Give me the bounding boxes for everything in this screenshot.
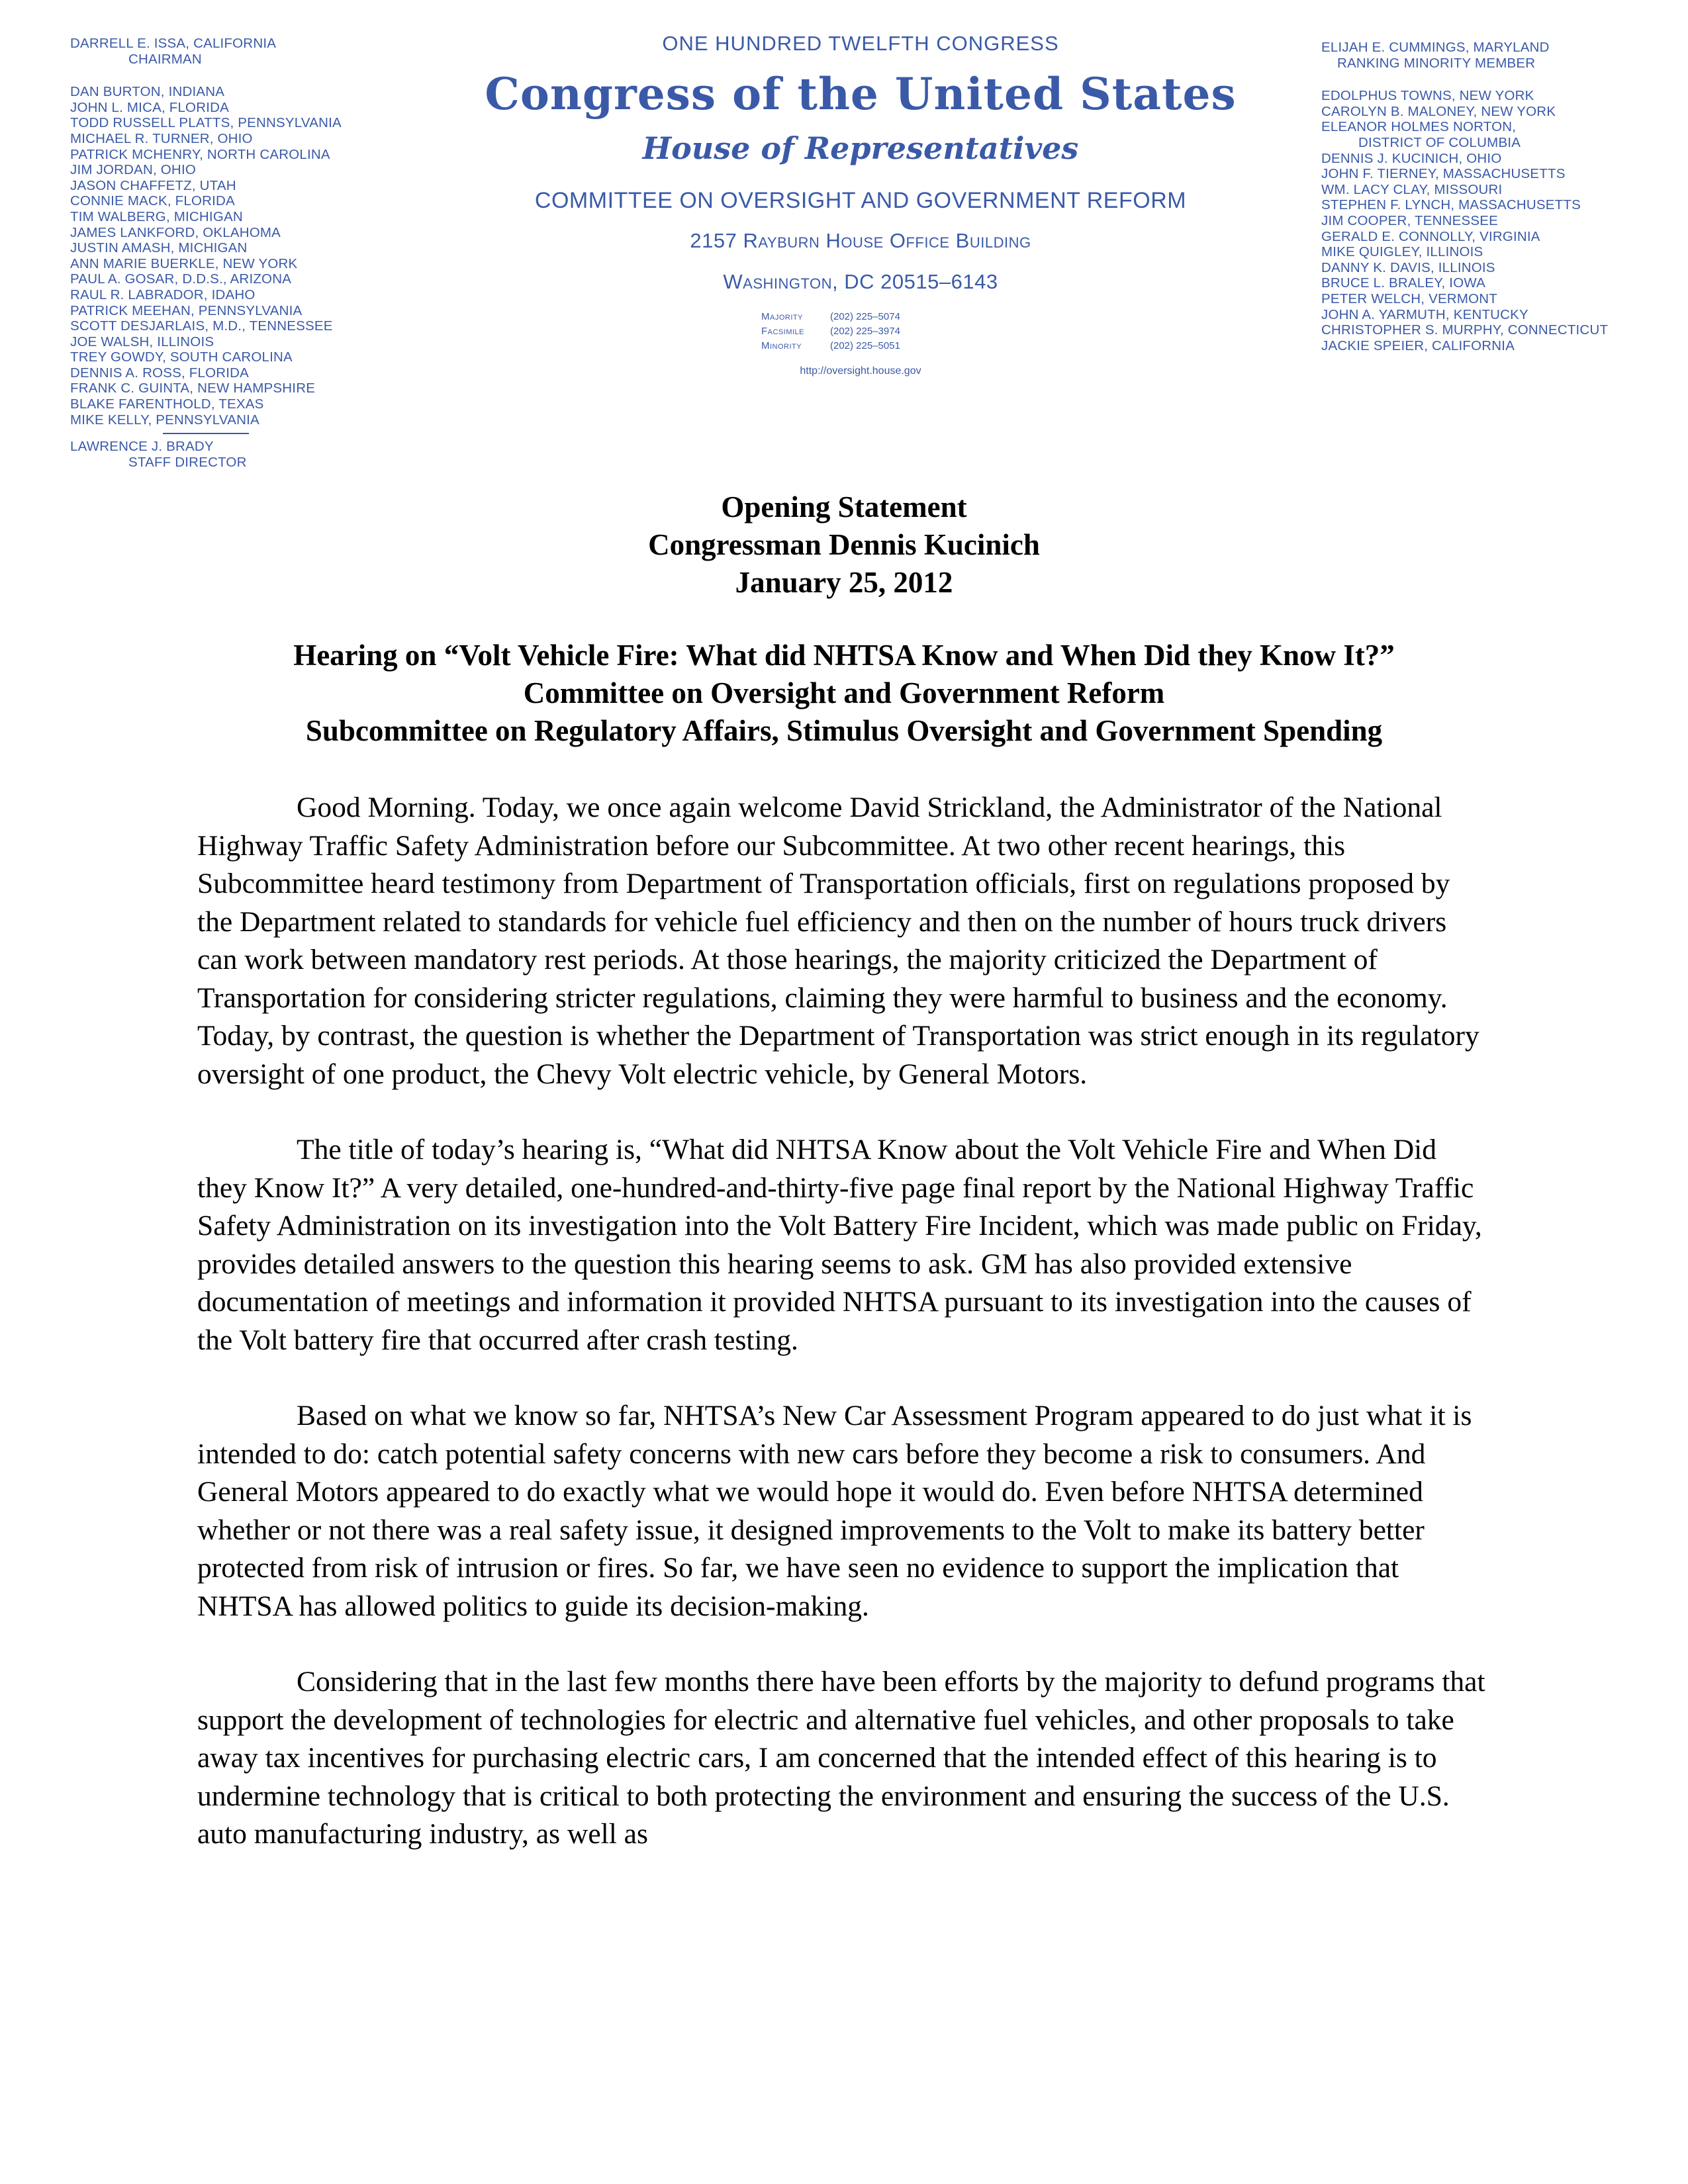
contact-row [761,324,960,339]
member-name: CHRISTOPHER S. MURPHY, CONNECTICUT [1321,322,1609,338]
contact-number: (202) 225–5074 [830,311,900,322]
hearing-heading [0,637,1688,750]
member-name: JIM COOPER, TENNESSEE [1321,212,1498,228]
member-name: JOE WALSH, ILLINOIS [70,334,214,349]
member-name: DENNIS A. ROSS, FLORIDA [70,365,250,381]
chairman-title: CHAIRMAN [128,51,202,67]
congress-title: Congress of the United States [485,68,1237,120]
member-name: EDOLPHUS TOWNS, NEW YORK [1321,88,1534,104]
website-link[interactable]: http://oversight.house.gov [800,365,921,377]
member-name: BLAKE FARENTHOLD, TEXAS [70,396,264,412]
hearing-title: Hearing on “Volt Vehicle Fire: What did NHTSA Know and When Did they Know It?” [293,639,1395,672]
member-name: TREY GOWDY, SOUTH CAROLINA [70,349,293,365]
member-name: DENNIS J. KUCINICH, OHIO [1321,150,1502,166]
statement-date: January 25, 2012 [735,566,953,599]
committee-name: COMMITTEE ON OVERSIGHT AND GOVERNMENT REFORM [534,188,1187,213]
statement-body [197,789,1488,1891]
member-name: WM. LACY CLAY, MISSOURI [1321,181,1503,197]
divider [163,433,249,434]
member-name: PETER WELCH, VERMONT [1321,291,1497,306]
member-name: TIM WALBERG, MICHIGAN [70,208,243,224]
member-name: SCOTT DESJARLAIS, M.D., TENNESSEE [70,318,333,334]
contact-label: Facsimile [761,326,805,337]
staff-director-title: STAFF DIRECTOR [128,454,247,470]
statement-heading [0,488,1688,602]
contact-row [761,339,960,353]
member-name: MICHAEL R. TURNER, OHIO [70,130,253,146]
body-paragraph: Considering that in the last few months there have been efforts by the majority to defund programs that support the development of technologies for electric and alternative fuel vehicles, and other proposals to take away tax incentives for purchasing electric cars, I am concerned that the intended effect of this hearing is to undermine technology that is critical to both protecting the environment and ensuring the success of the U.S. auto manufacturing industry, as well as [197,1666,1485,1850]
committee-city: Washington, DC 20515–6143 [723,270,998,293]
body-paragraph: Good Morning. Today, we once again welcome David Strickland, the Administrator of the National Highway Traffic Safety Administration before our Subcommittee. At two other recent hearings, this Subcommittee heard testimony from Department of Transportation officials, first on regulations proposed by the Department related to standards for vehicle fuel efficiency and then on the number of hours truck drivers can work between mandatory rest periods. At those hearings, the majority criticized the Department of Transportation for considering stricter regulations, claiming they were harmful to business and the economy. Today, by contrast, the question is whether the Department of Transportation was strict enough in its regulatory oversight of one product, the Chevy Volt electric vehicle, by General Motors. [197,792,1479,1090]
member-name: JUSTIN AMASH, MICHIGAN [70,240,248,256]
committee-address: 2157 Rayburn House Office Building [690,229,1031,252]
body-paragraph: Based on what we know so far, NHTSA’s New Car Assessment Program appeared to do just what it is intended to do: catch potential safety concerns with new cars before they become a risk to consumers. And General Motors appeared to do exactly what we would hope it would do. Even before NHTSA determined whether or not there was a real safety issue, it designed improvements to the Volt to make its battery better protected from risk of intrusion or fires. So far, we have seen no evidence to support the implication that NHTSA has allowed politics to guide its decision-making. [197,1400,1472,1622]
contact-label: Minority [761,340,802,351]
member-name: MIKE QUIGLEY, ILLINOIS [1321,244,1483,260]
member-name: FRANK C. GUINTA, NEW HAMPSHIRE [70,381,316,396]
staff-director-name: LAWRENCE J. BRADY [70,439,214,455]
minority-roster [1321,40,1608,353]
member-name: TODD RUSSELL PLATTS, PENNSYLVANIA [70,115,342,131]
member-name: MIKE KELLY, PENNSYLVANIA [70,412,259,428]
member-name: JOHN L. MICA, FLORIDA [70,99,229,115]
member-name: DISTRICT OF COLUMBIA [1358,134,1521,150]
member-name: JOHN A. YARMUTH, KENTUCKY [1321,306,1528,322]
letterhead [457,30,1264,377]
contact-row [761,310,960,324]
member-name: DAN BURTON, INDIANA [70,84,225,100]
statement-speaker: Congressman Dennis Kucinich [648,528,1040,561]
member-name: JACKIE SPEIER, CALIFORNIA [1321,338,1515,353]
statement-title: Opening Statement [721,490,967,523]
member-name: RAUL R. LABRADOR, IDAHO [70,287,256,302]
member-name: CONNIE MACK, FLORIDA [70,193,235,209]
contact-number: (202) 225–3974 [830,326,900,337]
chairman-name: DARRELL E. ISSA, CALIFORNIA [70,36,277,51]
member-name: CAROLYN B. MALONEY, NEW YORK [1321,103,1556,119]
member-name: GERALD E. CONNOLLY, VIRGINIA [1321,228,1540,244]
member-name: JOHN F. TIERNEY, MASSACHUSETTS [1321,166,1566,182]
member-name: PATRICK MEEHAN, PENNSYLVANIA [70,302,303,318]
congress-number: ONE HUNDRED TWELFTH CONGRESS [662,32,1059,55]
body-paragraph: The title of today’s hearing is, “What did NHTSA Know about the Volt Vehicle Fire and When Did they Know It?” A very detailed, one-hundred-and-thirty-five page final report by the National Highway Traffic Safety Administration on its investigation into the Volt Battery Fire Incident, which was made public on Friday, provides detailed answers to the question this hearing seems to ask. GM has also provided extensive documentation of meetings and information it provided NHTSA pursuant to its investigation into the causes of the Volt battery fire that occurred after crash testing. [197,1134,1482,1356]
contact-number: (202) 225–5051 [830,340,900,351]
member-name: ANN MARIE BUERKLE, NEW YORK [70,255,298,271]
member-name: JASON CHAFFETZ, UTAH [70,177,236,193]
member-name: PATRICK MCHENRY, NORTH CAROLINA [70,146,330,162]
contact-label: Majority [761,311,803,322]
member-name: ELEANOR HOLMES NORTON, [1321,119,1517,135]
member-name: PAUL A. GOSAR, D.D.S., ARIZONA [70,271,292,287]
house-title: House of Representatives [642,130,1079,166]
ranking-member-name: ELIJAH E. CUMMINGS, MARYLAND [1321,40,1550,55]
majority-roster [70,36,342,470]
hearing-committee: Committee on Oversight and Government Reform [523,676,1165,709]
member-name: DANNY K. DAVIS, ILLINOIS [1321,259,1495,275]
ranking-member-title: RANKING MINORITY MEMBER [1337,55,1536,71]
contact-numbers [761,310,960,353]
member-name: BRUCE L. BRALEY, IOWA [1321,275,1485,291]
member-name: JIM JORDAN, OHIO [70,162,196,178]
hearing-subcommittee: Subcommittee on Regulatory Affairs, Stimulus Oversight and Government Spending [305,714,1383,747]
member-name: JAMES LANKFORD, OKLAHOMA [70,224,281,240]
member-name: STEPHEN F. LYNCH, MASSACHUSETTS [1321,197,1581,213]
